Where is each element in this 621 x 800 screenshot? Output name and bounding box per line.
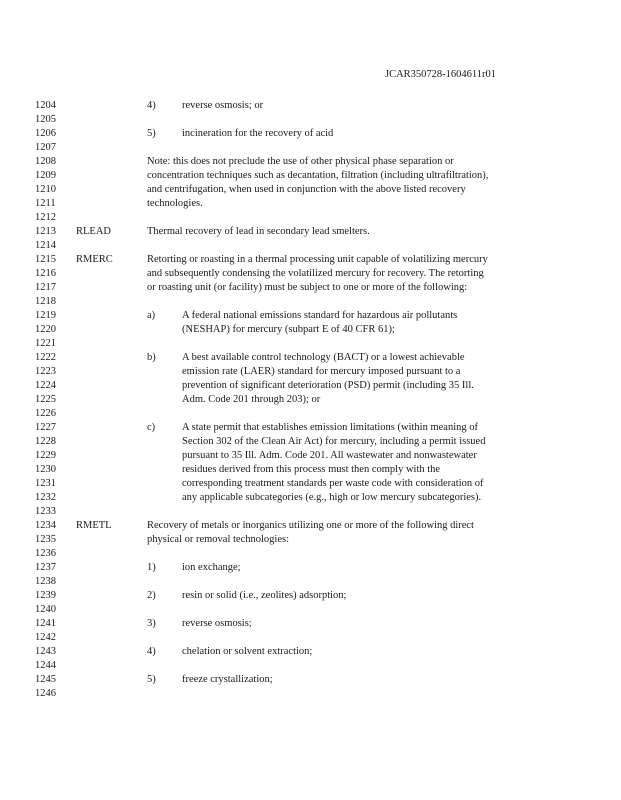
line-number: 1210 [35,184,56,195]
line-number: 1204 [35,100,56,111]
line-number: 1243 [35,646,56,657]
line-number: 1215 [35,254,56,265]
line-number: 1245 [35,674,56,685]
rmerc-item-line: Adm. Code 201 through 203); or [182,394,321,405]
rmerc-item-line: A federal national emissions standard for hazardous air pollutants [182,310,458,321]
line-number: 1228 [35,436,56,447]
line-number: 1211 [35,198,56,209]
note-line: technologies. [147,198,203,209]
rmerc-item-line: pursuant to 35 Ill. Adm. Code 201. All wastewater and nonwastewater [182,450,477,461]
list-marker: 2) [147,590,156,601]
line-number: 1237 [35,562,56,573]
rmerc-item-line: Section 302 of the Clean Air Act) for mercury, including a permit issued [182,436,486,447]
line-number: 1238 [35,576,56,587]
list-marker: b) [147,352,156,363]
line-number: 1205 [35,114,56,125]
line-number: 1207 [35,142,56,153]
line-number: 1229 [35,450,56,461]
list-marker: 5) [147,674,156,685]
rmetl-item-text: freeze crystallization; [182,674,273,685]
code-rlead: RLEAD [76,226,111,237]
rmerc-description-line: Retorting or roasting in a thermal processing unit capable of volatilizing mercury [147,254,488,265]
list-marker: a) [147,310,156,321]
code-rmetl: RMETL [76,520,112,531]
list-marker: 1) [147,562,156,573]
list-marker: 5) [147,128,156,139]
document-header-id: JCAR350728-1604611r01 [385,69,497,80]
rmetl-item-text: chelation or solvent extraction; [182,646,313,657]
line-number: 1235 [35,534,56,545]
line-number: 1226 [35,408,56,419]
rmetl-item-text: resin or solid (i.e., zeolites) adsorption; [182,590,347,601]
line-number: 1234 [35,520,56,531]
note-line: Note: this does not preclude the use of other physical phase separation or [147,156,454,167]
line-number: 1213 [35,226,56,237]
line-number: 1230 [35,464,56,475]
list-marker: 3) [147,618,156,629]
line-number: 1236 [35,548,56,559]
list-marker: 4) [147,100,156,111]
line-number: 1209 [35,170,56,181]
line-number: 1232 [35,492,56,503]
list-marker: c) [147,422,156,433]
line-number: 1217 [35,282,56,293]
line-number: 1246 [35,688,56,699]
list-item-text: incineration for the recovery of acid [182,128,334,139]
line-number: 1231 [35,478,56,489]
note-line: and centrifugation, when used in conjunction with the above listed recovery [147,184,466,195]
list-marker: 4) [147,646,156,657]
rmerc-item-line: residues derived from this process must then comply with the [182,464,441,475]
line-number: 1233 [35,506,56,517]
rmerc-item-line: A state permit that establishes emission limitations (within meaning of [182,422,478,433]
line-number: 1223 [35,366,56,377]
line-number: 1208 [35,156,56,167]
rmetl-item-text: reverse osmosis; [182,618,252,629]
rmerc-item-line: prevention of significant deterioration (PSD) permit (including 35 Ill. [182,380,474,391]
line-number: 1214 [35,240,56,251]
line-number: 1240 [35,604,56,615]
rmetl-description-line: physical or removal technologies: [147,534,290,545]
line-number: 1244 [35,660,56,671]
note-line: concentration techniques such as decantation, filtration (including ultrafiltration), [147,170,489,181]
code-rmerc: RMERC [76,254,113,265]
list-item-text: reverse osmosis; or [182,100,264,111]
line-number: 1224 [35,380,56,391]
line-number: 1218 [35,296,56,307]
line-number: 1216 [35,268,56,279]
line-number: 1239 [35,590,56,601]
rmerc-item-line: emission rate (LAER) standard for mercury imposed pursuant to a [182,366,461,377]
line-number: 1220 [35,324,56,335]
rmerc-item-line: corresponding treatment standards per waste code with consideration of [182,478,484,489]
line-number: 1206 [35,128,56,139]
rmetl-item-text: ion exchange; [182,562,241,573]
line-number: 1242 [35,632,56,643]
rmetl-description-line: Recovery of metals or inorganics utilizing one or more of the following direct [147,520,474,531]
line-number: 1241 [35,618,56,629]
rmerc-item-line: any applicable subcategories (e.g., high or low mercury subcategories). [182,492,482,503]
line-number: 1221 [35,338,56,349]
line-number: 1225 [35,394,56,405]
line-number: 1227 [35,422,56,433]
rlead-description: Thermal recovery of lead in secondary lead smelters. [147,226,370,237]
line-number: 1219 [35,310,56,321]
rmerc-description-line: or roasting unit (or facility) must be subject to one or more of the following: [147,282,468,293]
line-number: 1212 [35,212,56,223]
rmerc-item-line: A best available control technology (BACT) or a lowest achievable [182,352,465,363]
rmerc-item-line: (NESHAP) for mercury (subpart E of 40 CFR 61); [182,324,395,335]
line-number: 1222 [35,352,56,363]
rmerc-description-line: and subsequently condensing the volatilized mercury for recovery. The retorting [147,268,484,279]
